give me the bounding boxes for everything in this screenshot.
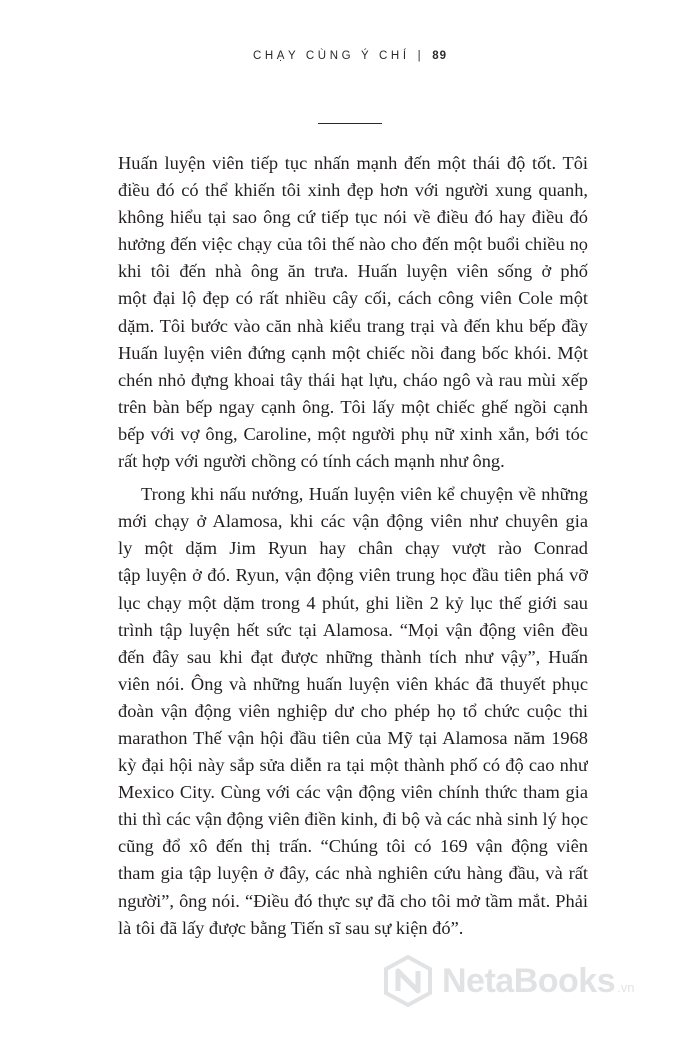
text-line: mới chạy ở Alamosa, khi các vận động viên như chuyên gia — [118, 511, 588, 532]
watermark-brand: NetaBooks — [442, 961, 616, 1000]
text-line: một đại lộ đẹp có rất nhiều cây cối, cách công viên Cole một — [118, 288, 588, 309]
header-separator: | — [417, 50, 425, 62]
text-line: lục chạy một dặm trong 4 phút, ghi liền 2 kỷ lục thế giới sau — [118, 592, 588, 613]
text-line: bếp với vợ ông, Caroline, một người phụ nữ xinh xắn, bới tóc — [118, 423, 588, 444]
text-line: trên bàn bếp ngay cạnh ông. Tôi lấy một chiếc ghế ngồi cạnh — [118, 396, 588, 417]
paragraph-2 — [118, 481, 588, 942]
text-line: viên nói. Ông và những huấn luyện viên khác đã thuyết phục — [118, 673, 588, 694]
text-line: khi tôi đến nhà ông ăn trưa. Huấn luyện viên sống ở phố — [118, 261, 588, 282]
netabooks-logo-icon — [382, 955, 434, 1007]
text-line: người”, ông nói. “Điều đó thực sự đã cho tôi mở tầm mắt. Phải — [118, 890, 588, 911]
text-line: đoàn vận động viên nghiệp dư cho phép họ tổ chức cuộc thi — [118, 700, 588, 721]
watermark — [382, 946, 692, 1016]
text-line: cũng đổ xô đến thị trấn. “Chúng tôi có 169 vận động viên — [118, 836, 588, 857]
text-line: thi thì các vận động viên điền kinh, đi bộ và các nhà sinh lý học — [118, 809, 588, 830]
text-line: rất hợp với người chồng có tính cách mạnh như ông. — [118, 451, 505, 472]
text-line: tham gia tập luyện ở đây, các nhà nghiên cứu hàng đầu, và rất — [118, 863, 588, 884]
paragraph-1 — [118, 150, 588, 475]
text-line: là tôi đã lấy được bằng Tiến sĩ sau sự kiện đó”. — [118, 917, 464, 938]
text-line: đến đây sau khi đạt được những thành tích như vậy”, Huấn — [118, 646, 588, 667]
text-line: Trong khi nấu nướng, Huấn luyện viên kể chuyện về những — [141, 484, 588, 505]
text-line: chén nhỏ đựng khoai tây thái hạt lựu, cháo ngô và rau mùi xếp — [118, 369, 588, 390]
text-line: marathon Thế vận hội đầu tiên của Mỹ tại Alamosa năm 1968 — [118, 727, 588, 748]
text-line: ly một dặm Jim Ryun hay chân chạy vượt rào Conrad — [118, 538, 588, 559]
text-line: trình tập luyện hết sức tại Alamosa. “Mọi vận động viên đều — [118, 619, 588, 640]
text-line: không hiểu tại sao ông cứ tiếp tục nói về điều đó hay điều đó — [118, 207, 588, 228]
text-line: Mexico City. Cùng với các vận động viên chính thức tham gia — [118, 782, 588, 803]
text-line: hưởng đến việc chạy của tôi thế nào cho đến một buổi chiều nọ — [118, 234, 588, 255]
page-number: 89 — [432, 50, 448, 62]
text-line: kỳ đại hội này sắp sửa diễn ra tại một thành phố có độ cao như — [118, 755, 588, 776]
text-line: điều đó có thể khiến tôi xinh đẹp hơn với người xung quanh, — [118, 180, 588, 201]
text-line: Huấn luyện viên đứng cạnh một chiếc nồi đang bốc khói. Một — [118, 342, 588, 363]
watermark-suffix: .vn — [617, 979, 635, 995]
running-title: CHẠY CÙNG Ý CHÍ — [252, 50, 410, 62]
watermark-text — [442, 962, 634, 1001]
body-text — [118, 150, 588, 942]
text-line: dặm. Tôi bước vào căn nhà kiểu trang trại và đến khu bếp đầy — [118, 315, 588, 336]
text-line: tập luyện ở đó. Ryun, vận động viên trung học đầu tiên phá vỡ — [118, 565, 588, 586]
text-line: Huấn luyện viên tiếp tục nhấn mạnh đến một thái độ tốt. Tôi — [118, 153, 588, 173]
running-header — [0, 50, 700, 62]
header-rule — [318, 123, 382, 124]
